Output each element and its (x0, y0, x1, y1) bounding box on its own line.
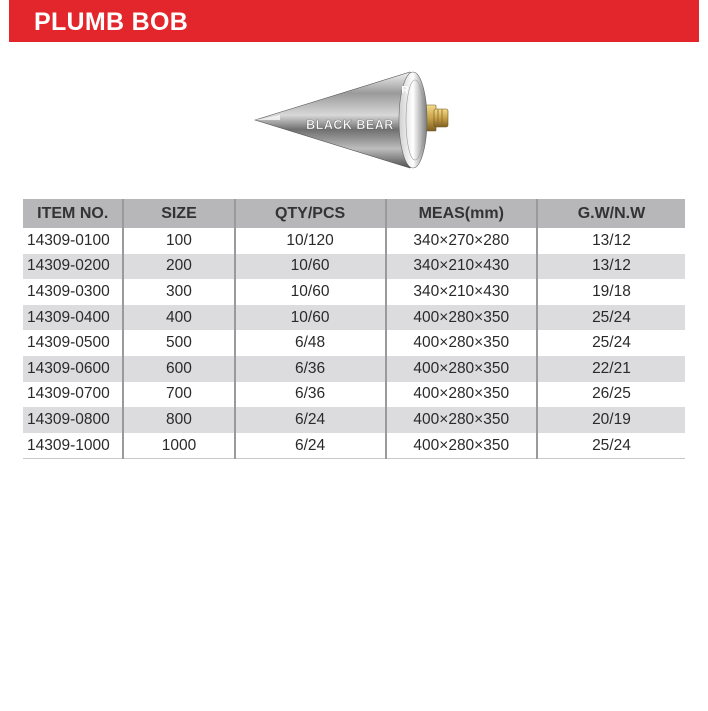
cell-meas: 340×210×430 (386, 254, 537, 280)
col-header-qty-pcs: QTY/PCS (235, 199, 386, 228)
cell-item-no: 14309-0600 (23, 356, 123, 382)
table-row (23, 279, 685, 305)
cell-gw-nw: 26/25 (537, 382, 685, 408)
cell-qty-pcs: 10/60 (235, 254, 386, 280)
cell-qty-pcs: 6/36 (235, 356, 386, 382)
cell-meas: 400×280×350 (386, 330, 537, 356)
cell-meas: 400×280×350 (386, 356, 537, 382)
cell-meas: 340×270×280 (386, 228, 537, 254)
col-header-size: SIZE (123, 199, 234, 228)
table-header-row (23, 199, 685, 228)
plumb-bob-image (250, 65, 465, 175)
cell-meas: 400×280×350 (386, 433, 537, 459)
cell-meas: 400×280×350 (386, 407, 537, 433)
cell-size: 800 (123, 407, 234, 433)
cell-gw-nw: 22/21 (537, 356, 685, 382)
cell-size: 1000 (123, 433, 234, 459)
cell-gw-nw: 19/18 (537, 279, 685, 305)
cell-item-no: 14309-0700 (27, 385, 110, 403)
cell-qty-pcs: 6/24 (235, 433, 386, 459)
cell-item-no: 14309-0100 (27, 231, 110, 249)
col-header-gw-nw: G.W/N.W (537, 199, 685, 228)
cell-qty-pcs: 6/36 (235, 382, 386, 408)
cell-size: 500 (123, 330, 234, 356)
col-header-item-no: ITEM NO. (23, 199, 123, 228)
table-row (23, 407, 685, 433)
cell-gw-nw: 25/24 (537, 330, 685, 356)
cell-meas: 400×280×350 (386, 382, 537, 408)
header-bar (9, 0, 699, 42)
table-row (23, 254, 685, 280)
cell-qty-pcs: 10/120 (235, 228, 386, 254)
cell-meas: 400×280×350 (386, 305, 537, 331)
cell-size: 300 (123, 279, 234, 305)
table-row (23, 356, 685, 382)
cell-item-no: 14309-0800 (23, 407, 123, 433)
cell-item-no: 14309-0500 (27, 334, 110, 352)
table-row (23, 305, 685, 331)
cap-mark-text: R (401, 85, 409, 96)
brand-logo-text: BLACK BEAR (306, 118, 394, 132)
cell-gw-nw: 20/19 (537, 407, 685, 433)
table-row (23, 382, 685, 408)
cell-qty-pcs: 10/60 (235, 279, 386, 305)
cell-qty-pcs: 6/48 (235, 330, 386, 356)
table-row (23, 228, 685, 254)
table-row (23, 433, 685, 459)
cell-item-no: 14309-0400 (23, 305, 123, 331)
cell-gw-nw: 13/12 (537, 254, 685, 280)
cell-size: 100 (123, 228, 234, 254)
page-title: PLUMB BOB (34, 8, 189, 36)
screw-head (434, 109, 448, 127)
cell-qty-pcs: 10/60 (235, 305, 386, 331)
cell-qty-pcs: 6/24 (235, 407, 386, 433)
cell-size: 600 (123, 356, 234, 382)
spec-table (23, 199, 685, 459)
cell-size: 700 (123, 382, 234, 408)
cell-gw-nw: 13/12 (537, 228, 685, 254)
table-row (23, 330, 685, 356)
cell-item-no: 14309-0300 (27, 282, 110, 300)
cell-gw-nw: 25/24 (537, 305, 685, 331)
cell-item-no: 14309-1000 (23, 433, 123, 459)
cell-gw-nw: 25/24 (537, 433, 685, 459)
cell-size: 200 (123, 254, 234, 280)
col-header-meas: MEAS(mm) (386, 199, 537, 228)
cell-item-no: 14309-0200 (23, 254, 123, 280)
cell-size: 400 (123, 305, 234, 331)
cell-meas: 340×210×430 (386, 279, 537, 305)
